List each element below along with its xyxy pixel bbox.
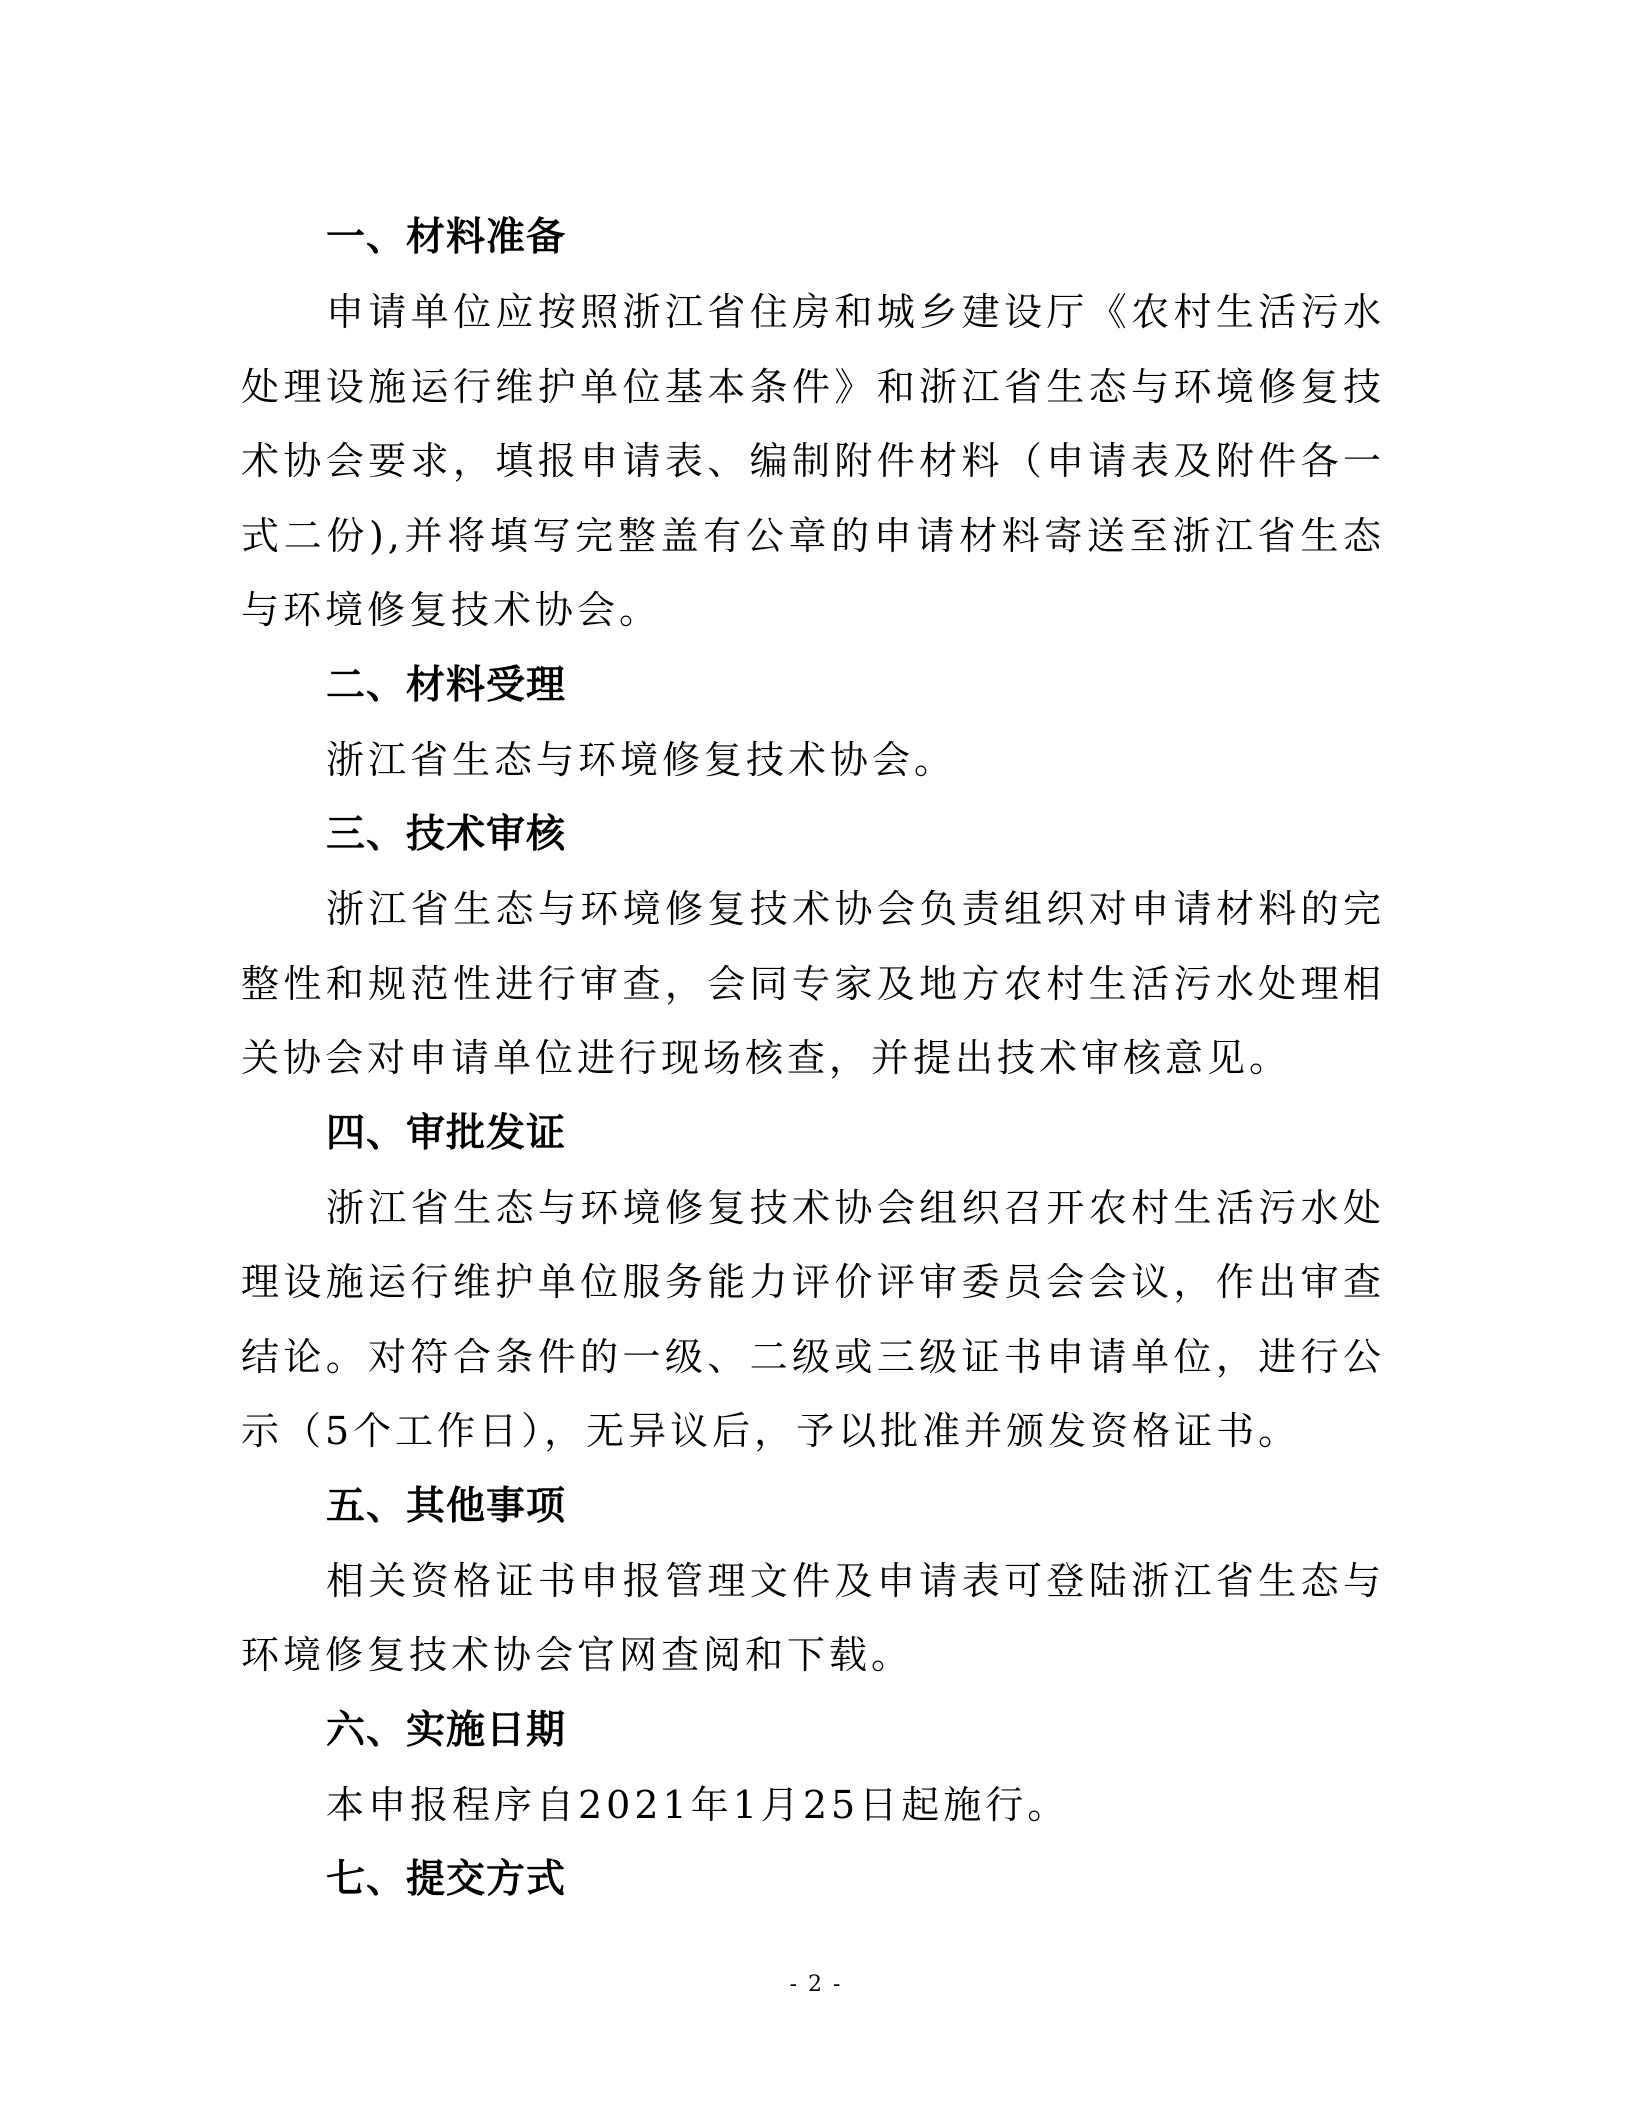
section-heading-other-matters: 五、其他事项	[326, 1483, 567, 1529]
section-heading-effective-date: 六、实施日期	[326, 1707, 567, 1753]
section-body-materials-acceptance: 浙江省生态与环境修复技术协会。	[326, 737, 957, 782]
section-heading-materials-preparation: 一、材料准备	[326, 215, 567, 260]
section-heading-submission-method: 七、提交方式	[326, 1857, 567, 1902]
section-heading-technical-review: 三、技术审核	[326, 812, 567, 857]
section-body-approval-certification: 浙江省生态与环境修复技术协会组织召开农村生活污水处理设施运行维护单位服务能力评价评审委员会会议，作出审查结论。对符合条件的一级、二级或三级证书申请单位，进行公示（5个工作日），无异议后，予以批准并颁发资格证书。	[241, 1185, 1385, 1453]
section-body-technical-review: 浙江省生态与环境修复技术协会负责组织对申请材料的完整性和规范性进行审查，会同专家及地方农村生活污水处理相关协会对申请单位进行现场核查，并提出技术审核意见。	[241, 887, 1385, 1080]
section-heading-approval-certification: 四、审批发证	[326, 1110, 567, 1156]
page-number: - 2 -	[789, 1972, 843, 1997]
section-body-materials-preparation: 申请单位应按照浙江省住房和城乡建设厅《农村生活污水处理设施运行维护单位基本条件》和浙江省生态与环境修复技术协会要求，填报申请表、编制附件材料（申请表及附件各一式二份),并将填写完整盖有公章的申请材料寄送至浙江省生态与环境修复技术协会。	[241, 290, 1385, 632]
section-heading-materials-acceptance: 二、材料受理	[326, 662, 567, 708]
document-body	[241, 200, 1385, 1917]
section-body-effective-date: 本申报程序自2021年1月25日起施行。	[326, 1782, 1070, 1827]
section-body-other-matters: 相关资格证书申报管理文件及申请表可登陆浙江省生态与环境修复技术协会官网查阅和下载。	[241, 1558, 1385, 1677]
